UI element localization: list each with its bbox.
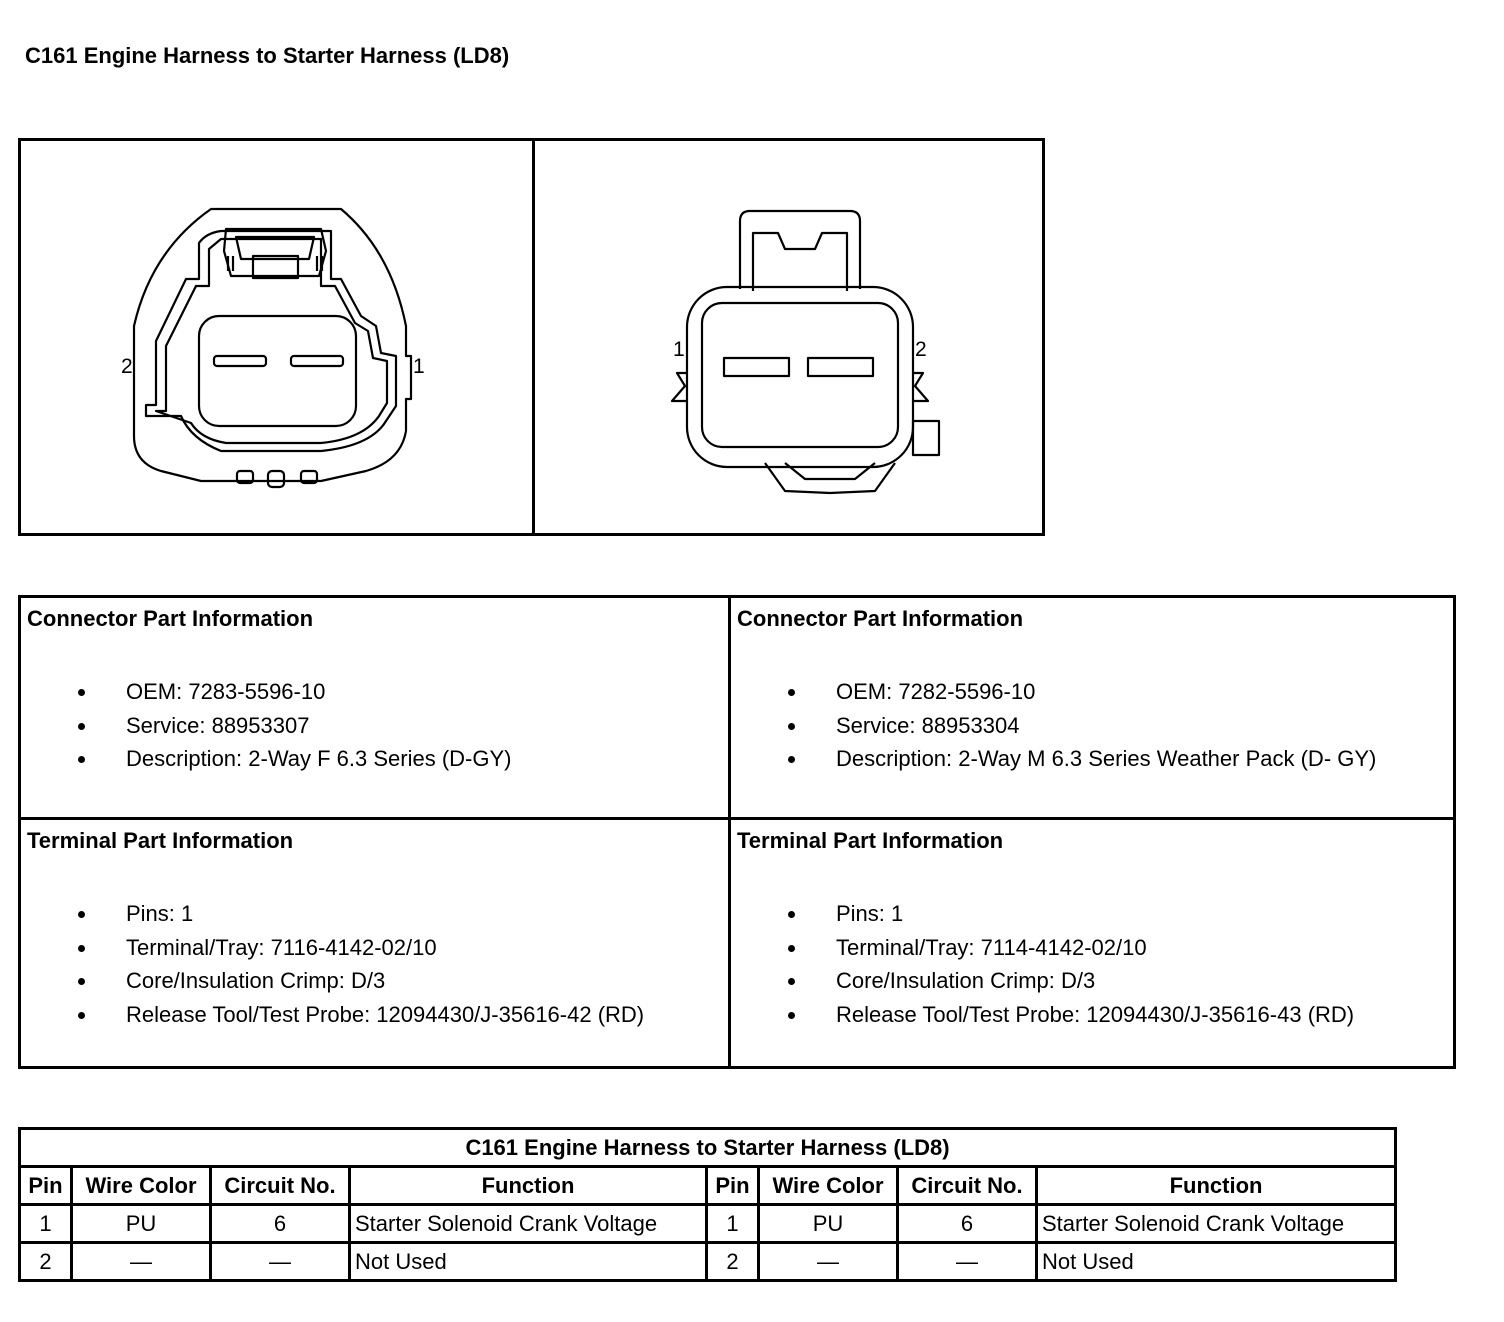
table-cell: 1	[707, 1205, 759, 1243]
list-item: Release Tool/Test Probe: 12094430/J-35616-42 (RD)	[75, 998, 644, 1032]
table-cell: 6	[898, 1205, 1037, 1243]
table-cell: Starter Solenoid Crank Voltage	[350, 1205, 707, 1243]
column-header: Function	[1037, 1167, 1396, 1205]
list-item: OEM: 7283-5596-10	[75, 675, 512, 709]
bullet-list	[75, 675, 512, 776]
list-item: Core/Insulation Crimp: D/3	[75, 964, 644, 998]
part-information-grid	[18, 595, 1456, 1069]
page-title: C161 Engine Harness to Starter Harness (LD8)	[25, 43, 510, 68]
connector-info-right	[728, 598, 1453, 817]
cell-heading: Connector Part Information	[737, 606, 1024, 631]
list-item: Core/Insulation Crimp: D/3	[785, 964, 1354, 998]
pin-label-2: 2	[914, 338, 927, 361]
list-item: Pins: 1	[75, 897, 644, 931]
connector-info-left	[21, 598, 728, 817]
male-connector-drawing	[535, 141, 1047, 533]
column-header: Wire Color	[759, 1167, 898, 1205]
list-item: Service: 88953307	[75, 709, 512, 743]
connector-view-male	[532, 141, 1043, 533]
cell-heading: Connector Part Information	[27, 606, 314, 631]
pin-label-1: 1	[413, 355, 425, 378]
table-cell: 6	[211, 1205, 350, 1243]
table-cell: PU	[72, 1205, 211, 1243]
table-title: C161 Engine Harness to Starter Harness (LD8)	[20, 1129, 1396, 1167]
table-cell: —	[72, 1243, 211, 1281]
table-cell: 1	[20, 1205, 72, 1243]
terminal-info-left	[21, 817, 728, 1066]
table-row	[20, 1243, 1396, 1281]
list-item: Pins: 1	[785, 897, 1354, 931]
pin-label-2: 2	[121, 355, 133, 378]
bullet-list	[75, 897, 644, 1031]
table-cell: Not Used	[350, 1243, 707, 1281]
column-header: Function	[350, 1167, 707, 1205]
column-header: Circuit No.	[211, 1167, 350, 1205]
table-cell: —	[211, 1243, 350, 1281]
table-cell: 2	[707, 1243, 759, 1281]
connector-views	[18, 138, 1045, 536]
list-item: Service: 88953304	[785, 709, 1376, 743]
table-cell: PU	[759, 1205, 898, 1243]
column-header: Wire Color	[72, 1167, 211, 1205]
terminal-info-right	[728, 817, 1453, 1066]
table-row	[20, 1205, 1396, 1243]
list-item: Terminal/Tray: 7116-4142-02/10	[75, 931, 644, 965]
list-item: Description: 2-Way F 6.3 Series (D-GY)	[75, 742, 512, 776]
column-header: Pin	[20, 1167, 72, 1205]
table-cell: 2	[20, 1243, 72, 1281]
bullet-list	[785, 897, 1354, 1031]
table-cell: Starter Solenoid Crank Voltage	[1037, 1205, 1396, 1243]
female-connector-drawing	[21, 141, 531, 533]
cell-heading: Terminal Part Information	[737, 828, 1004, 853]
table-header-row	[20, 1167, 1396, 1205]
list-item: OEM: 7282-5596-10	[785, 675, 1376, 709]
table-cell: —	[898, 1243, 1037, 1281]
pinout-table	[18, 1127, 1397, 1282]
table-cell: Not Used	[1037, 1243, 1396, 1281]
bullet-list	[785, 675, 1376, 776]
cell-heading: Terminal Part Information	[27, 828, 294, 853]
pin-label-1: 1	[672, 338, 685, 361]
list-item: Description: 2-Way M 6.3 Series Weather Pack (D- GY)	[785, 742, 1376, 776]
connector-view-female	[21, 141, 532, 533]
column-header: Circuit No.	[898, 1167, 1037, 1205]
list-item: Terminal/Tray: 7114-4142-02/10	[785, 931, 1354, 965]
column-header: Pin	[707, 1167, 759, 1205]
list-item: Release Tool/Test Probe: 12094430/J-35616-43 (RD)	[785, 998, 1354, 1032]
table-cell: —	[759, 1243, 898, 1281]
